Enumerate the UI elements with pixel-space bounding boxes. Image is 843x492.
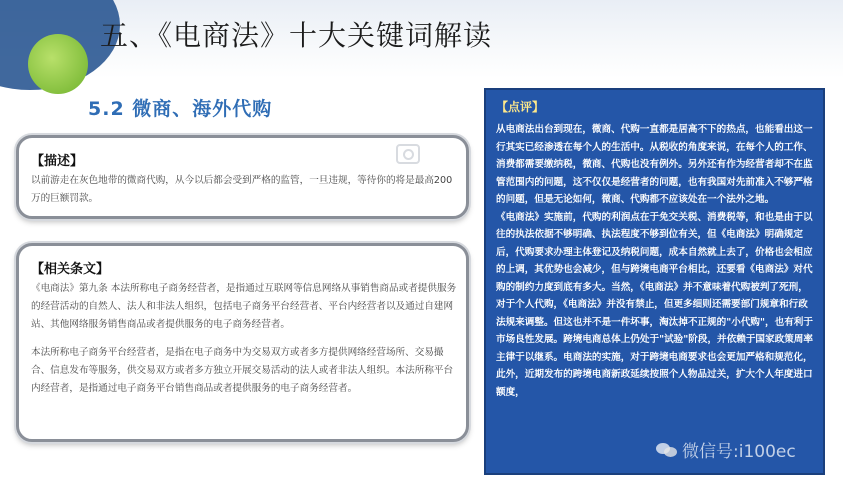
law-box	[16, 243, 469, 442]
decorative-green-circle	[28, 34, 88, 94]
slide-subtitle: 5.2 微商、海外代购	[88, 98, 273, 120]
law-heading: 【相关条文】	[31, 262, 110, 277]
description-text: 以前游走在灰色地带的微商代购，从今以后都会受到严格的监管，一旦违规，等待你的将是最高200万的巨额罚款。	[31, 175, 453, 204]
review-heading: 【点评】	[496, 100, 545, 114]
description-heading: 【描述】	[31, 154, 84, 169]
law-paragraph: 《电商法》第九条 本法所称电子商务经营者，是指通过互联网等信息网络从事销售商品或者提供服务的经营活动的自然人、法人和非法人组织，包括电子商务平台经营者、平台内经营者以及通过自建网站、其他网络服务销售商品或者提供服务的电子商务经营者。	[31, 283, 457, 330]
slide-title: 五、《电商法》十大关键词解读	[100, 19, 493, 52]
review-paragraph: 《电商法》实施前，代购的利润点在于免交关税、消费税等，和也是由于以往的执法依据不够明确、执法程度不够到位有关，但《电商法》明确规定后，代购要求办理主体登记及纳税问题，成本自然就上去了，价格也会相应的上调，其优势也会减少，但与跨境电商平台相比，还要看《电商法》对代购的制约力度到底有多大。当然，《电商法》并不意味着代购被判了死刑，对于个人代购，《电商法》并没有禁止，但更多细则还需要部门规章和行政法规来调整。但这也并不是一件坏事，淘汰掉不正规的"小代购"，也有利于市场良性发展。跨境电商总体上仍处于"试验"阶段，并依赖于国家政策周率主律于以继系。电商法的实施，对于跨境电商要求也会更加严格和规范化，此外，近期发布的跨境电商新政延续按照个人物品过关，扩大个人年度进口额度，	[496, 211, 813, 398]
camera-icon	[396, 144, 420, 164]
wechat-icon	[656, 441, 678, 459]
wechat-watermark	[656, 437, 796, 462]
review-panel	[484, 88, 825, 475]
watermark-text: 微信号:i100ec	[682, 442, 796, 462]
law-paragraph: 本法所称电子商务平台经营者，是指在电子商务中为交易双方或者多方提供网络经营场所、交易撮合、信息发布等服务，供交易双方或者多方独立开展交易活动的法人或者非法人组织。本法所称平台内经营者，是指通过电子商务平台销售商品或者提供服务的电子商务经营者。	[31, 347, 454, 394]
description-box	[16, 135, 469, 219]
review-paragraph: 从电商法出台到现在，微商、代购一直都是居高不下的热点，也能看出这一行其实已经渗透在每个人的生活中。从税收的角度来说，在每个人的工作、消费都需要缴纳税，微商、代购也没有例外。另外还有作为经营者却不在监管范围内的问题，这不仅仅是经营者的问题，也有我国对先前准入不够严格的问题，但是无论如何，微商、代购都不应该处在一个法外之地。	[496, 124, 813, 205]
